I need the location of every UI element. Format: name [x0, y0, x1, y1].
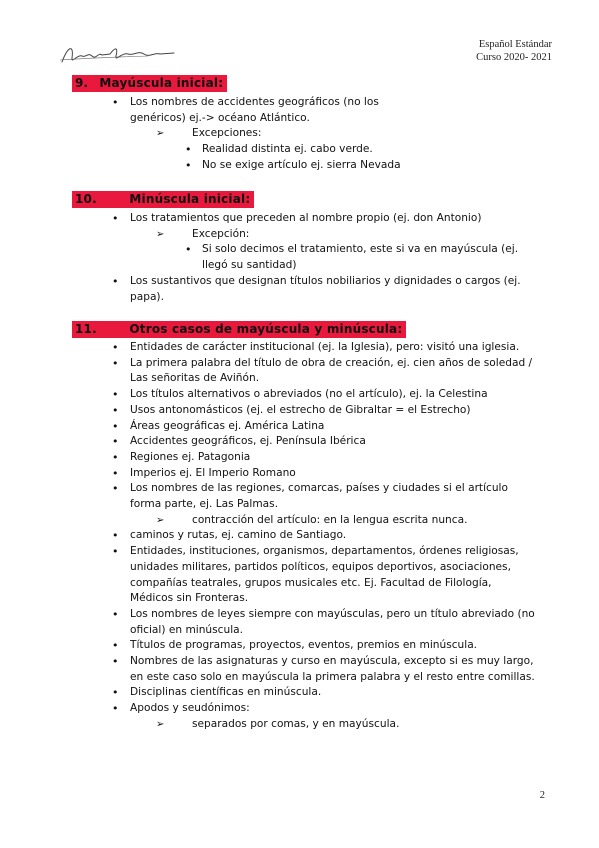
section-11-list-continued: [72, 528, 537, 716]
document-header: [476, 38, 552, 64]
section-9: [72, 72, 537, 174]
list-item: • Títulos de programas, proyectos, eventos, premios en minúscula.: [72, 638, 537, 654]
list-item: • Disciplinas científicas en minúscula.: [72, 685, 537, 701]
section-10-sublist: [72, 242, 537, 273]
section-10-list: [72, 211, 537, 227]
section-11-heading: [72, 321, 406, 338]
section-10-title: Minúscula inicial:: [129, 192, 251, 206]
section-10-list-continued: [72, 274, 537, 305]
list-item: • Los nombres de las regiones, comarcas, países y ciudades si el artículo forma parte, ej. Las Palmas.: [72, 481, 537, 512]
list-item: • Regiones ej. Patagonia: [72, 450, 537, 466]
list-item: • Entidades de carácter institucional (ej. la Iglesia), pero: visitó una iglesia.: [72, 340, 537, 356]
section-10-sublist-heading: ➢ Excepción:: [72, 227, 537, 243]
section-10-number: 10.: [75, 192, 97, 206]
list-item: • La primera palabra del título de obra de creación, ej. cien años de soledad / Las señoritas de Aviñón.: [72, 356, 537, 387]
list-item: • Los títulos alternativos o abreviados (no el artículo), ej. la Celestina: [72, 387, 537, 403]
page-number: 2: [539, 790, 545, 801]
section-9-number: 9.: [75, 76, 89, 90]
section-11-number: 11.: [75, 322, 97, 336]
arrow-icon: ➢: [156, 718, 165, 730]
header-course-year: Curso 2020- 2021: [476, 52, 552, 63]
list-item: • Los sustantivos que designan títulos nobiliarios y dignidades o cargos (ej. papa).: [72, 274, 537, 305]
list-item: • Accidentes geográficos, ej. Península Ibérica: [72, 434, 537, 450]
list-item: • No se exige artículo ej. sierra Nevada: [72, 158, 537, 174]
section-9-heading: [72, 75, 227, 92]
section-9-sublist: [72, 142, 537, 173]
arrow-icon: ➢: [156, 514, 165, 526]
list-item: • Apodos y seudónimos:: [72, 701, 537, 717]
list-item: • caminos y rutas, ej. camino de Santiago.: [72, 528, 537, 544]
list-item: • Realidad distinta ej. cabo verde.: [72, 142, 537, 158]
list-item: • Si solo decimos el tratamiento, este si va en mayúscula (ej. llegó su santidad): [72, 242, 537, 273]
arrow-icon: ➢: [156, 128, 165, 140]
section-10-heading: [72, 191, 254, 208]
list-item: • Los tratamientos que preceden al nombre propio (ej. don Antonio): [72, 211, 537, 227]
list-item: • Los nombres de accidentes geográficos (no los genéricos) ej.-> océano Atlántico.: [72, 95, 537, 126]
list-item: • Los nombres de leyes siempre con mayúsculas, pero un título abreviado (no oficial) en minúscula.: [72, 607, 537, 638]
section-9-title: Mayúscula inicial:: [99, 76, 224, 90]
list-item: • Nombres de las asignaturas y curso en mayúscula, excepto si es muy largo, en este caso solo en mayúscula la primera palabra y el resto entre comillas.: [72, 654, 537, 685]
section-11: [72, 318, 537, 733]
section-11-sublist-note-2: ➢ separados por comas, y en mayúscula.: [72, 717, 537, 733]
section-11-sublist-note: ➢ contracción del artículo: en la lengua escrita nunca.: [72, 513, 537, 529]
section-9-sublist-heading: ➢ Excepciones:: [72, 126, 537, 142]
section-9-list: [72, 95, 537, 126]
list-item: • Entidades, instituciones, organismos, departamentos, órdenes religiosas, unidades militares, partidos políticos, equipos deportivos, asociaciones, compañías teatrales, grupos musicales etc. Ej. Facultad de Filología, Médicos sin Fronteras.: [72, 544, 537, 607]
section-11-title: Otros casos de mayúscula y minúscula:: [129, 322, 403, 336]
section-10: [72, 188, 537, 305]
list-item: • Áreas geográficas ej. América Latina: [72, 419, 537, 435]
list-item: • Imperios ej. El Imperio Romano: [72, 466, 537, 482]
list-item: • Usos antonomásticos (ej. el estrecho de Gibraltar = el Estrecho): [72, 403, 537, 419]
section-11-list: [72, 340, 537, 513]
header-course-name: Español Estándar: [478, 39, 552, 50]
arrow-icon: ➢: [156, 228, 165, 240]
signature-image: [58, 42, 178, 68]
